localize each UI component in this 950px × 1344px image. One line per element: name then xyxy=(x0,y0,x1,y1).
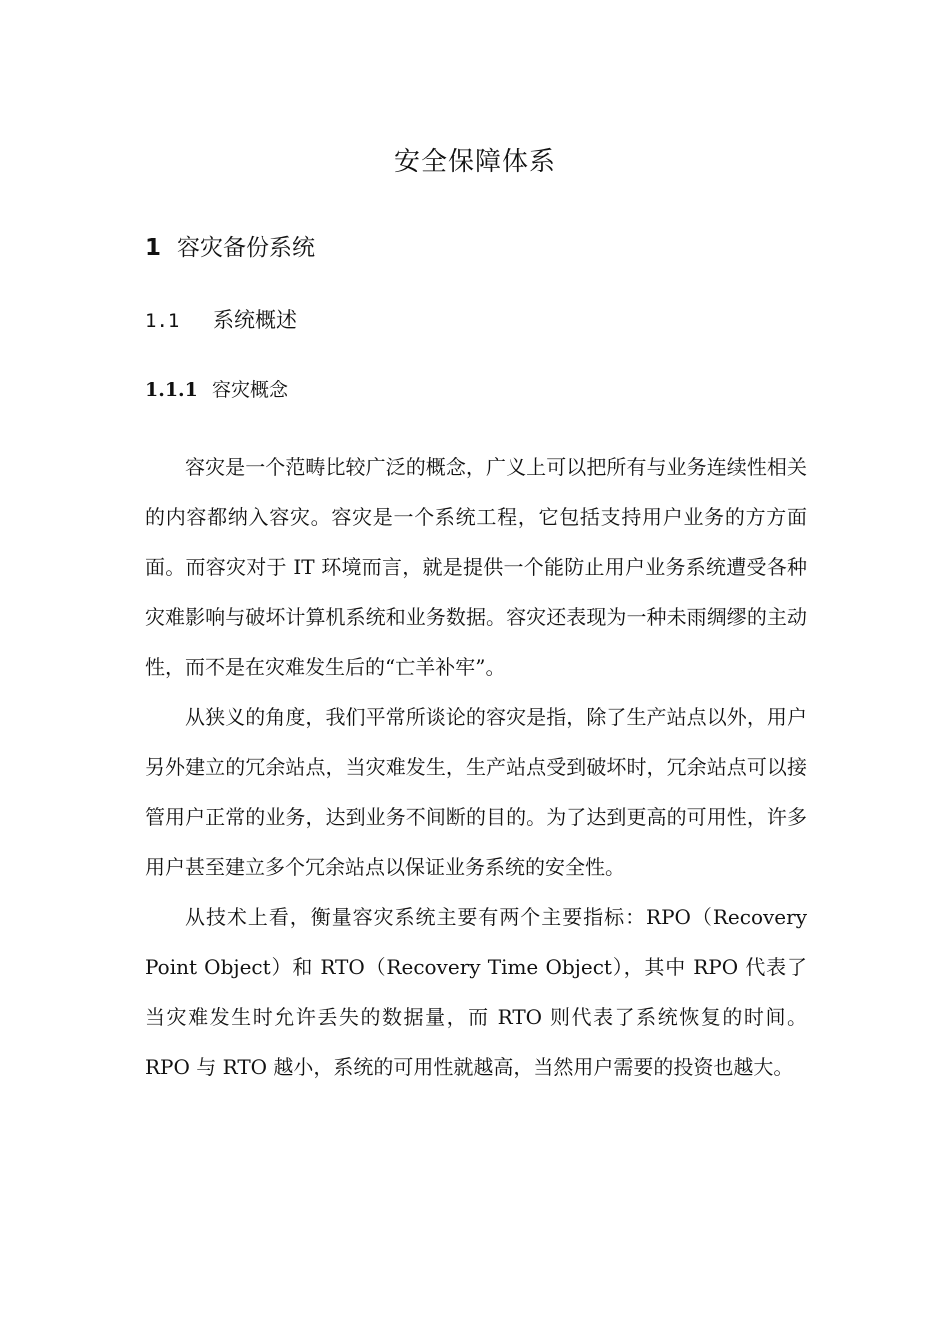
section-heading-1-1 xyxy=(145,302,297,339)
section-title: 容灾概念 xyxy=(212,379,289,401)
section-title: 系统概述 xyxy=(213,308,297,332)
paragraph: 从技术上看，衡量容灾系统主要有两个主要指标：RPO（Recovery Point Object）和 RTO（Recovery Time Object），其中 RPO 代表了当灾难发生时允许丢失的数据量，而 RTO 则代表了系统恢复的时间。RPO 与 RTO 越小，系统的可用性就越高，当然用户需要的投资也越大。 xyxy=(145,905,807,1079)
section-heading-1-1-1 xyxy=(145,373,288,407)
paragraph: 从狭义的角度，我们平常所谈论的容灾是指，除了生产站点以外，用户另外建立的冗余站点，当灾难发生，生产站点受到破坏时，冗余站点可以接管用户正常的业务，达到业务不间断的目的。为了达到更高的可用性，许多用户甚至建立多个冗余站点以保证业务系统的安全性。 xyxy=(145,705,807,879)
section-number: 1 xyxy=(145,235,162,261)
section-number: 1.1 xyxy=(145,310,180,332)
section-title: 容灾备份系统 xyxy=(177,235,315,261)
page-title: 安全保障体系 xyxy=(393,147,556,177)
paragraph: 容灾是一个范畴比较广泛的概念，广义上可以把所有与业务连续性相关的内容都纳入容灾。容灾是一个系统工程，它包括支持用户业务的方方面面。而容灾对于 IT 环境而言，就是提供一个能防止用户业务系统遭受各种灾难影响与破坏计算机系统和业务数据。容灾还表现为一种未雨绸缪的主动性，而不是在灾难发生后的“亡羊补牢”。 xyxy=(145,455,807,679)
body-text xyxy=(145,442,807,1092)
section-heading-1 xyxy=(145,228,315,268)
section-number: 1.1.1 xyxy=(145,379,198,401)
